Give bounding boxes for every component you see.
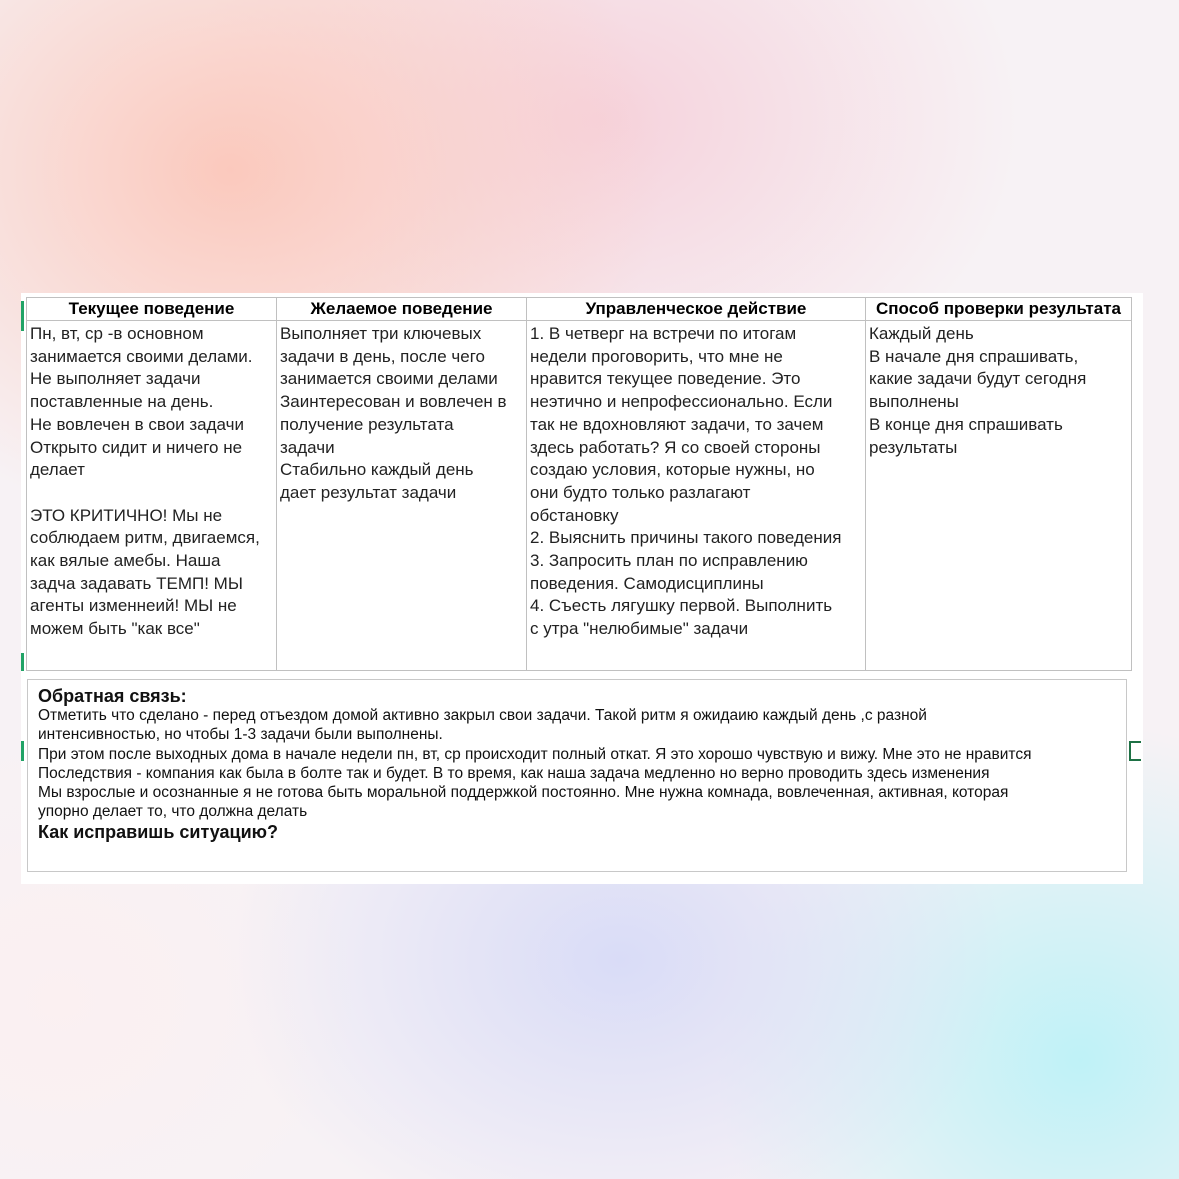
feedback-line: При этом после выходных дома в начале недели пн, вт, ср происходит полный откат. Я это хорошо чувствую и вижу. Мне это не нравится xyxy=(38,745,1032,763)
row-header-marker xyxy=(21,653,24,671)
cell-line: создаю условия, которые нужны, но xyxy=(530,460,815,480)
cell-line: Заинтересован и вовлечен в xyxy=(280,392,507,412)
table-row xyxy=(27,321,1132,671)
cell-line: выполнены xyxy=(869,392,959,412)
cell-line: 4. Съесть лягушку первой. Выполнить xyxy=(530,596,833,616)
cell-line: Стабильно каждый день xyxy=(280,460,474,480)
cell-verification-method[interactable] xyxy=(866,321,1132,671)
feedback-line: Отметить что сделано - перед отъездом домой активно закрыл свои задачи. Такой ритм я ожидаию каждый день ,с разной xyxy=(38,707,927,724)
cell-line: недели проговорить, что мне не xyxy=(530,346,783,366)
cell-line: нравится текущее поведение. Это xyxy=(530,369,801,389)
cell-line: можем быть "как все" xyxy=(30,619,200,639)
cell-line: соблюдаем ритм, двигаемся, xyxy=(30,528,260,548)
column-header-verification-method[interactable]: Способ проверки результата xyxy=(866,298,1132,321)
header-row xyxy=(27,298,1132,321)
cell-line: они будто только разлагают xyxy=(530,482,751,502)
cell-line: 2. Выяснить причины такого поведения xyxy=(530,528,842,548)
feedback-line: упорно делает то, что должна делать xyxy=(38,803,308,821)
cell-line: 3. Запросить план по исправлению xyxy=(530,551,808,571)
cell-blank-line xyxy=(30,482,273,505)
cell-line: делает xyxy=(30,460,85,480)
cell-line: какие задачи будут сегодня xyxy=(869,369,1087,389)
cell-line: поведения. Самодисциплины xyxy=(530,573,764,593)
cell-line: как вялые амебы. Наша xyxy=(30,551,221,571)
cell-line: здесь работать? Я со своей стороны xyxy=(530,437,821,457)
cell-line: результаты xyxy=(869,437,958,457)
cell-line: 1. В четверг на встречи по итогам xyxy=(530,324,797,343)
column-header-current-behavior[interactable]: Текущее поведение xyxy=(27,298,277,321)
cell-line: задча задавать ТЕМП! МЫ xyxy=(30,573,243,593)
behavior-table xyxy=(26,297,1132,671)
feedback-line: Последствия - компания как была в болте так и будет. В то время, как наша задача медленно но верно проводить здесь изменения xyxy=(38,764,990,782)
feedback-line: Мы взрослые и осознанные я не готова быть моральной поддержкой постоянно. Мне нужна комнада, вовлеченная, активная, которая xyxy=(38,784,1009,802)
cell-line: агенты изменнеий! МЫ не xyxy=(30,596,237,616)
cell-line: задачи xyxy=(280,437,335,457)
cell-line: занимается своими делами xyxy=(280,369,498,389)
cell-desired-behavior[interactable] xyxy=(277,321,527,671)
cell-line: дает результат задачи xyxy=(280,482,457,502)
feedback-title: Обратная связь: xyxy=(38,686,187,706)
feedback-question: Как исправишь ситуацию? xyxy=(38,821,279,842)
feedback-line: интенсивностью, но чтобы 1-3 задачи были выполнены. xyxy=(38,726,443,744)
feedback-textbox[interactable] xyxy=(27,679,1127,872)
cell-line: поставленные на день. xyxy=(30,392,214,412)
cell-management-action[interactable] xyxy=(527,321,866,671)
cell-line: Пн, вт, ср -в основном xyxy=(30,324,204,343)
cell-line: неэтично и непрофессионально. Если xyxy=(530,392,833,412)
spreadsheet-sheet xyxy=(21,293,1143,884)
cell-line: В начале дня спрашивать, xyxy=(869,346,1079,366)
cell-line: получение результата xyxy=(280,414,454,434)
column-header-desired-behavior[interactable]: Желаемое поведение xyxy=(277,298,527,321)
cell-line: с утра "нелюбимые" задачи xyxy=(530,619,749,639)
cell-line: занимается своими делами. xyxy=(30,346,253,366)
cell-current-behavior[interactable] xyxy=(27,321,277,671)
cell-line: Выполняет три ключевых xyxy=(280,324,482,343)
cell-line: так не вдохновляют задачи, то зачем xyxy=(530,414,824,434)
cell-line: Каждый день xyxy=(869,324,974,343)
row-header-marker xyxy=(21,301,24,331)
cell-line: В конце дня спрашивать xyxy=(869,414,1063,434)
cell-line: Открыто сидит и ничего не xyxy=(30,437,243,457)
cell-line: Не выполняет задачи xyxy=(30,369,201,389)
cell-line: ЭТО КРИТИЧНО! Мы не xyxy=(30,505,223,525)
cell-line: задачи в день, после чего xyxy=(280,346,485,366)
cell-selection-indicator[interactable] xyxy=(1129,741,1141,761)
cell-line: Не вовлечен в свои задачи xyxy=(30,414,244,434)
cell-line: обстановку xyxy=(530,505,619,525)
row-header-marker xyxy=(21,741,24,761)
column-header-management-action[interactable]: Управленческое действие xyxy=(527,298,866,321)
